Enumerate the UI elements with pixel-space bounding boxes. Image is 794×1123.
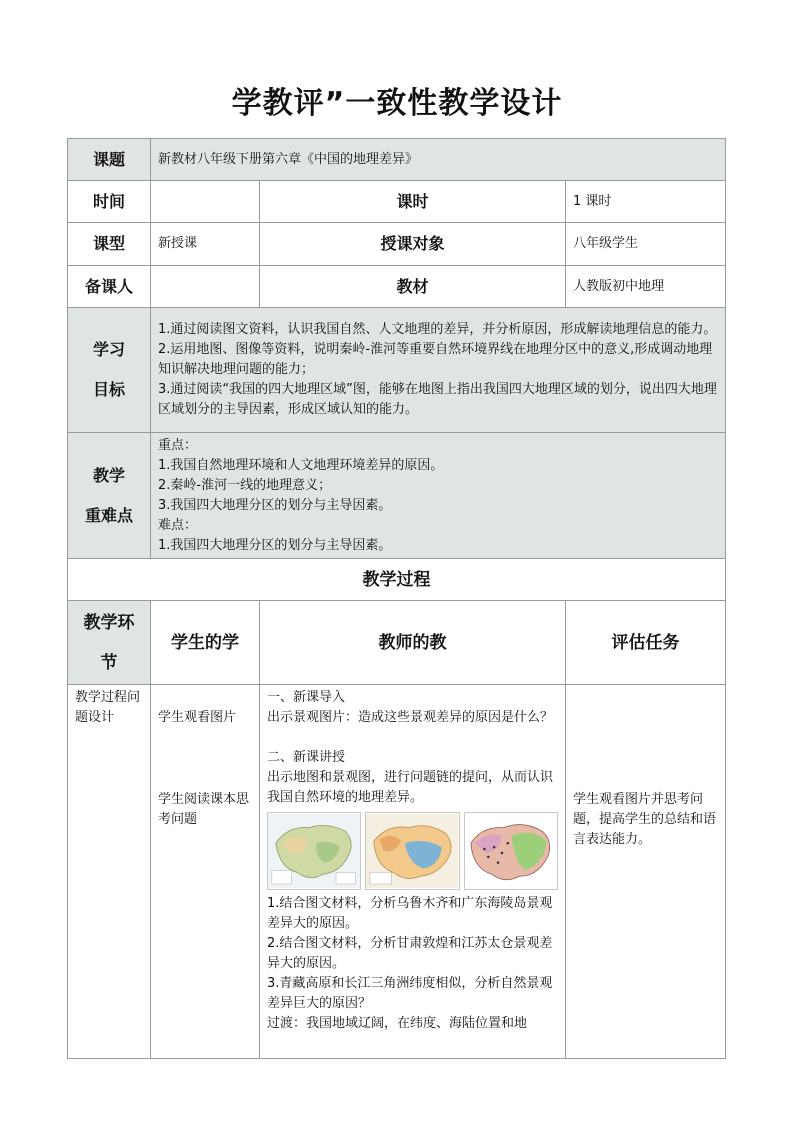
china-regions-map <box>464 812 558 890</box>
goal-item: 2.运用地图、图像等资料，说明秦岭-淮河等重要自然环境界线在地理分区中的意义,形成调动地理知识解决地理问题的能力； <box>158 342 713 377</box>
key-points-label-line-2: 重难点 <box>84 505 133 525</box>
goals-content <box>151 308 726 433</box>
key-points-label-line-1: 教学 <box>92 465 125 485</box>
new-lesson-heading: 二、新课讲授 <box>267 750 346 765</box>
student-activity-1: 学生观看图片 <box>158 710 237 725</box>
goal-item: 3.通过阅读“我国的四大地理区域”图，能够在地图上指出我国四大地理区域的划分，说出四大地理区域划分的主导因素，形成区域认知的能力。 <box>158 382 717 417</box>
map-images <box>267 812 558 890</box>
preparer-label: 备课人 <box>68 266 151 308</box>
transition-text: 过渡：我国地域辽阔，在纬度、海陆位置和地 <box>267 1016 528 1031</box>
document-title: 学教评”一致性教学设计 <box>231 86 563 121</box>
stage-header-line-1: 教学环 <box>83 612 135 633</box>
topic-row <box>68 139 726 181</box>
stage-cell: 教学过程问题设计 <box>68 685 151 1059</box>
audience-value: 八年级学生 <box>566 223 726 266</box>
process-header-row <box>68 601 726 685</box>
key-points-row <box>68 433 726 559</box>
student-header: 学生的学 <box>151 601 260 685</box>
key-heading: 重点： <box>158 437 198 453</box>
time-label: 时间 <box>68 181 151 223</box>
preparer-row <box>68 266 726 308</box>
goals-label-line-2: 目标 <box>92 380 125 399</box>
lesson-plan-table <box>67 138 726 1059</box>
question-1: 1.结合图文材料，分析乌鲁木齐和广东海陵岛景观差异大的原因。 <box>267 896 553 931</box>
china-climate-map <box>365 812 459 890</box>
goals-label <box>68 308 151 433</box>
textbook-label: 教材 <box>260 266 566 308</box>
stage-header-line-2: 节 <box>100 652 118 673</box>
type-row <box>68 223 726 266</box>
topic-value: 新教材八年级下册第六章《中国的地理差异》 <box>151 139 726 181</box>
stage-header <box>68 601 151 685</box>
type-value: 新授课 <box>151 223 260 266</box>
process-heading: 教学过程 <box>68 559 726 601</box>
key-points-content <box>151 433 726 559</box>
goal-item: 1.通过阅读图文资料，认识我国自然、人文地理的差异，并分析原因，形成解读地理信息的能力。 <box>158 322 717 337</box>
goals-label-line-1: 学习 <box>92 340 125 359</box>
difficult-heading: 难点： <box>158 517 198 533</box>
assess-text: 学生观看图片并思考问题，提高学生的总结和语言表达能力。 <box>573 792 717 847</box>
goals-row <box>68 308 726 433</box>
key-item: 3.我国四大地理分区的划分与主导因素。 <box>158 497 392 513</box>
intro-heading: 一、新课导入 <box>267 690 346 705</box>
question-3: 3.青藏高原和长江三角洲纬度相似，分析自然景观差异巨大的原因？ <box>267 976 553 1011</box>
textbook-value: 人教版初中地理 <box>566 266 726 308</box>
time-row <box>68 181 726 223</box>
teacher-cell <box>260 685 566 1059</box>
key-item: 1.我国自然地理环境和人文地理环境差异的原因。 <box>158 457 444 473</box>
time-value <box>151 181 260 223</box>
period-label: 课时 <box>260 181 566 223</box>
period-value: 1 课时 <box>566 181 726 223</box>
type-label: 课型 <box>68 223 151 266</box>
student-activity-2: 学生阅读课本思考问题 <box>158 792 250 827</box>
difficult-item: 1.我国四大地理分区的划分与主导因素。 <box>158 537 392 553</box>
key-points-label <box>68 433 151 559</box>
audience-label: 授课对象 <box>260 223 566 266</box>
new-lesson-text: 出示地图和景观图，进行问题链的提问，从而认识我国自然环境的地理差异。 <box>267 770 554 805</box>
assess-cell <box>566 685 726 1059</box>
topic-label: 课题 <box>68 139 151 181</box>
student-cell <box>151 685 260 1059</box>
china-landscape-map <box>267 812 361 890</box>
key-item: 2.秦岭-淮河一线的地理意义； <box>158 477 332 493</box>
preparer-value <box>151 266 260 308</box>
process-body-row <box>68 685 726 1059</box>
process-heading-row <box>68 559 726 601</box>
question-2: 2.结合图文材料，分析甘肃敦煌和江苏太仓景观差异大的原因。 <box>267 936 553 971</box>
teacher-header: 教师的教 <box>260 601 566 685</box>
assess-header: 评估任务 <box>566 601 726 685</box>
intro-text: 出示景观图片：造成这些景观差异的原因是什么？ <box>267 710 554 725</box>
